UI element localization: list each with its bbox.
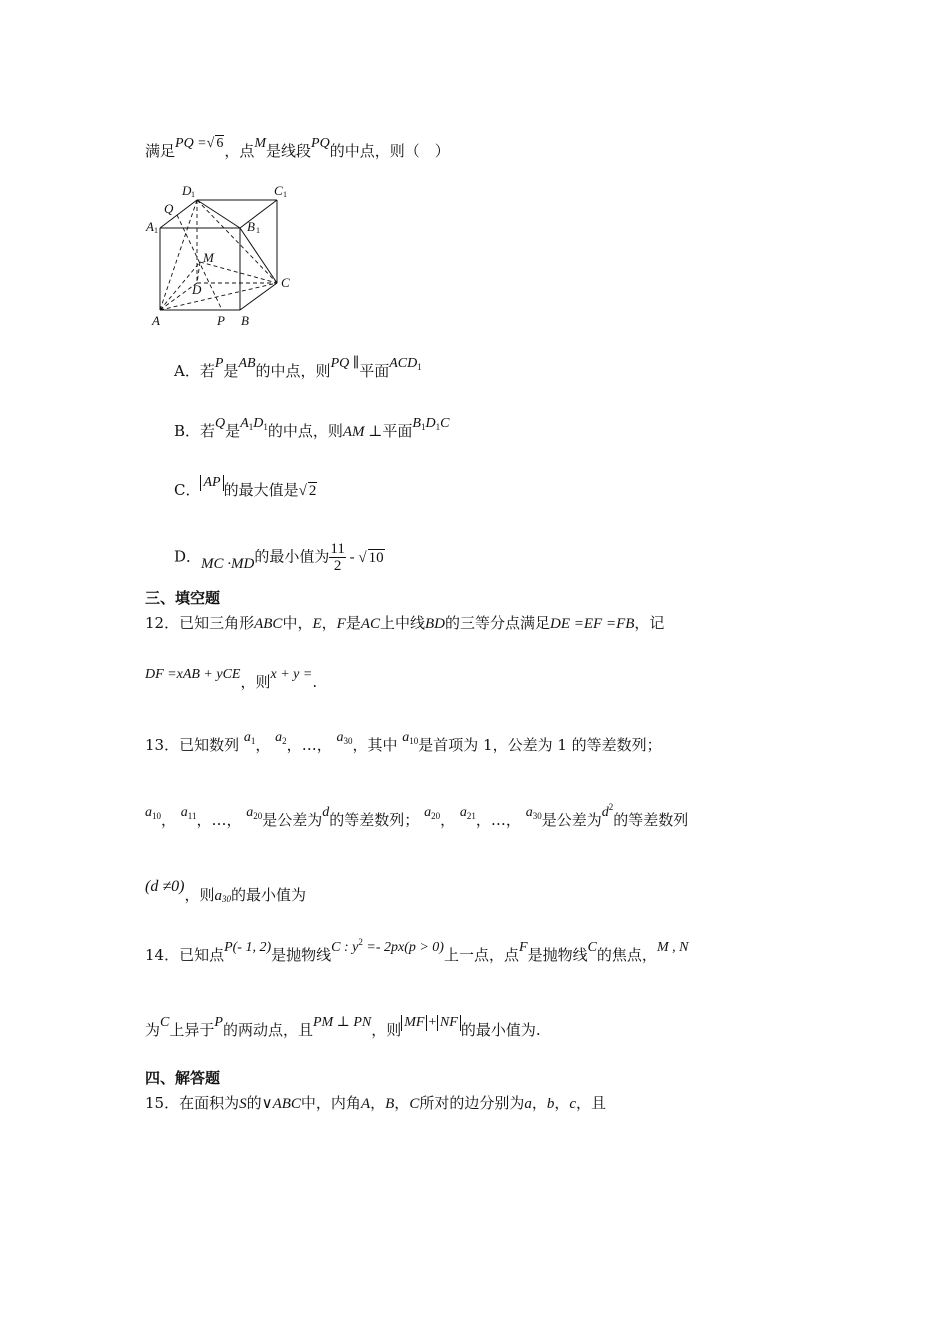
q14-line1: 14．已知点P(- 1, 2)是抛物线C : $y^2 =- 2px(p > 0)$上一点，点F是抛物线C的焦点，M , N bbox=[145, 937, 689, 964]
section-4-title: 四、解答题 bbox=[145, 1069, 221, 1087]
svg-text:1: 1 bbox=[191, 190, 195, 199]
label-Q: Q bbox=[164, 201, 174, 216]
label-B: B bbox=[241, 313, 249, 328]
section-3-title: 三、填空题 bbox=[145, 589, 221, 607]
q11-condition-line: 满足PQ =√ 6，点M是线段PQ的中点，则（ ） bbox=[145, 136, 450, 160]
q12-line2: DF =xAB + yCE，则x + y =. bbox=[145, 667, 318, 691]
q13-line1: 13．已知数列 $a_1$， $a_2$，…， $a_{30}$，其中 $a_{10}$是首项为 1，公差为 1 的等差数列； bbox=[145, 730, 662, 754]
label-M: M bbox=[203, 250, 214, 265]
label-A: A bbox=[152, 313, 160, 328]
cube-figure bbox=[140, 180, 300, 330]
option-b: B．若Q是$A_1D_1$的中点，则AM ⊥平面$B_1D_1C$ bbox=[174, 416, 450, 440]
q13-line2: $a_{10}$， $a_{11}$，…， $a_{20}$是公差为d的等差数列； $a_{20}$， $a_{21}$，…， $a_{30}$是公差为$d^2$的等差数列 bbox=[145, 802, 689, 829]
option-d: D．MC ·MD的最小值为 $\frac{11}{2}$ - √ 10 bbox=[174, 541, 384, 574]
q12-line1: 12．已知三角形ABC中，E，F是AC上中线BD的三等分点满足DE =EF =FB，记 bbox=[145, 614, 665, 632]
label-P: P bbox=[217, 313, 225, 328]
q15-line1: 15．在面积为S的∨ABC中，内角A，B，C所对的边分别为a，b，c，且 bbox=[145, 1094, 607, 1112]
svg-text:1: 1 bbox=[256, 226, 260, 235]
option-c: C． AP 的最大值是√ 2 bbox=[174, 475, 317, 499]
label-C: C bbox=[281, 275, 290, 290]
option-a: A．若P是AB的中点，则PQ ∥平面$ACD_1$ bbox=[174, 356, 422, 380]
label-D1: D bbox=[182, 183, 192, 198]
q13-line3: (d ≠0)，则a30的最小值为 bbox=[145, 878, 306, 904]
label-A1: A bbox=[146, 219, 154, 234]
label-C1: C bbox=[274, 183, 283, 198]
svg-text:1: 1 bbox=[154, 226, 158, 235]
label-D: D bbox=[192, 282, 202, 297]
svg-text:1: 1 bbox=[283, 190, 287, 199]
label-B1: B bbox=[247, 219, 255, 234]
q14-line2: 为C上异于P的两动点，且PM ⊥ PN，则 MF + NF 的最小值为. bbox=[145, 1015, 541, 1039]
